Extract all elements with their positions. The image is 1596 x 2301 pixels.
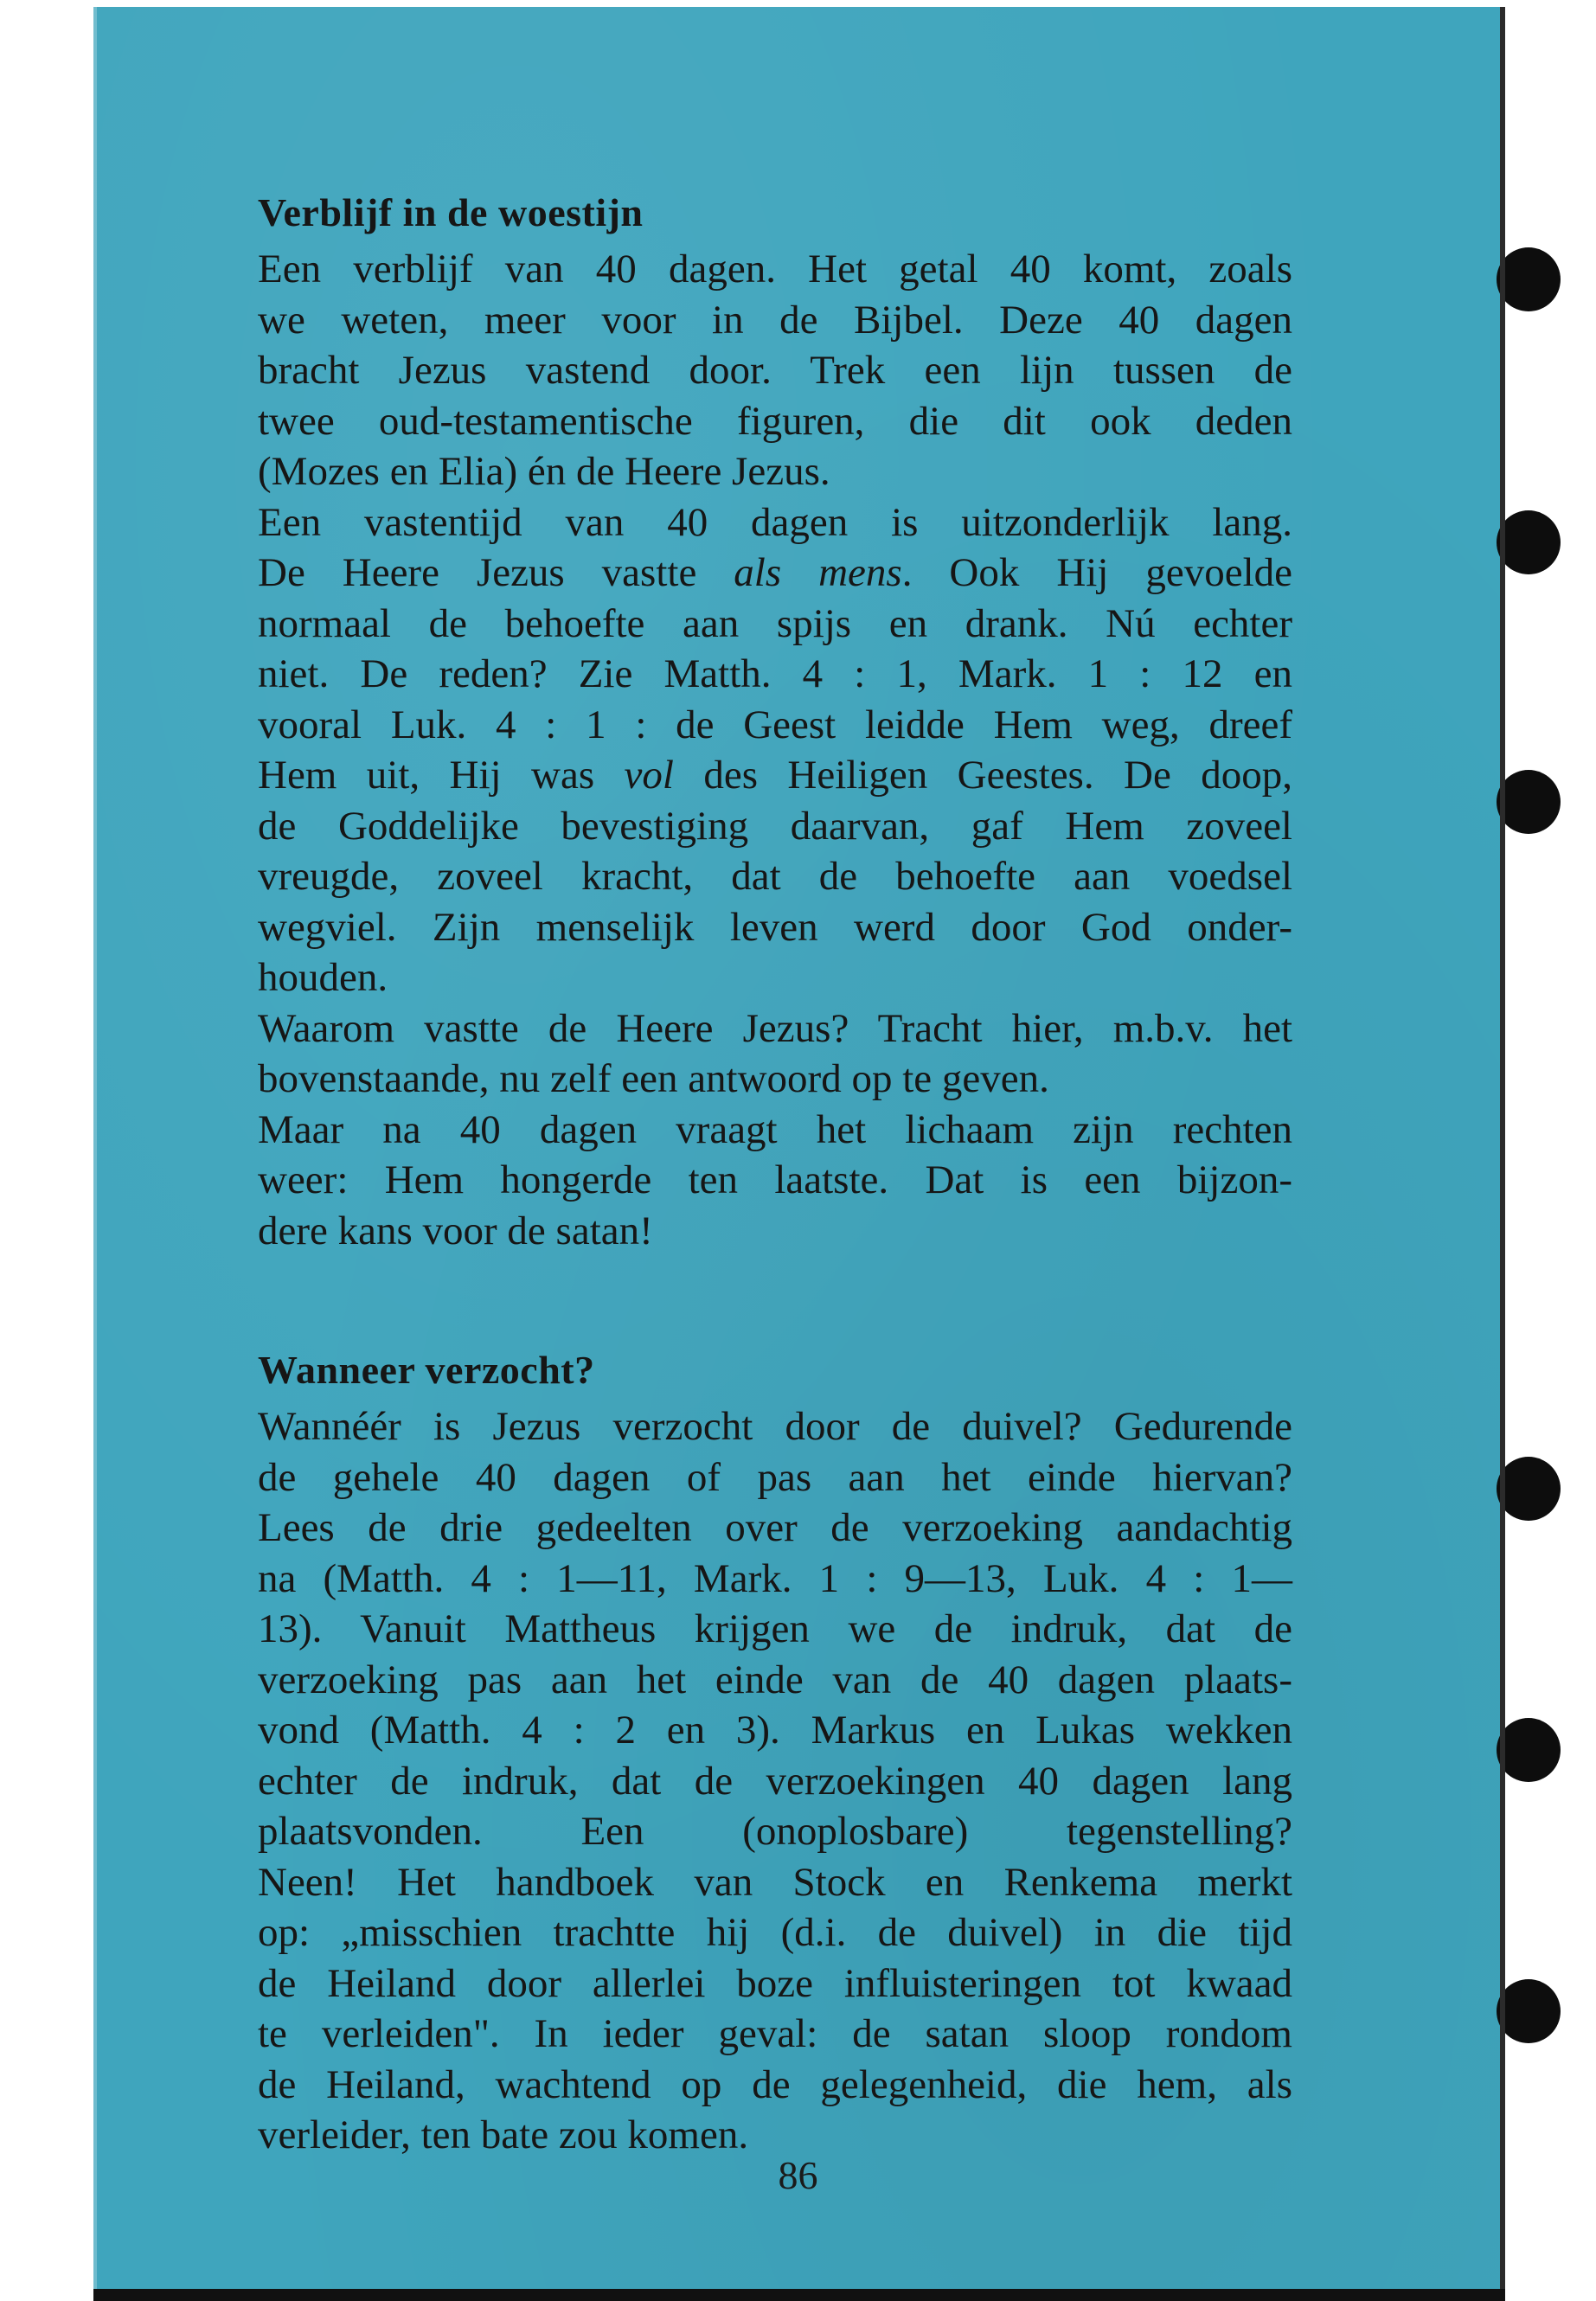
text-line: de gehele 40 dagen of pas aan het einde hiervan? [258,1454,1292,1500]
text-line: vreugde, zoveel kracht, dat de behoefte aan voedsel [258,854,1292,899]
page-content [258,182,1292,2161]
text-line: te verleiden". In ieder geval: de satan sloop rondom [258,2011,1292,2056]
text-line: Lees de drie gedeelten over de verzoeking aandachtig [258,1505,1292,1550]
punch-hole-6 [1497,1979,1561,2043]
paragraph-block [258,244,1292,1256]
text-line: bovenstaande, nu zelf een antwoord op te geven. [258,1056,1049,1101]
section-heading: Verblijf in de woestijn [258,190,644,234]
text-line: niet. De reden? Zie Matth. 4 : 1, Mark. 1 : 12 en [258,651,1292,696]
paragraph-block [258,1401,1292,2161]
text-line: vond (Matth. 4 : 2 en 3). Markus en Lukas wekken [258,1708,1292,1753]
punch-hole-3 [1497,770,1561,834]
italic-emphasis: als mens [734,550,902,595]
section-wanneer [258,1339,1292,2161]
text-line: op: „misschien trachtte hij (d.i. de duivel) in die tijd [258,1910,1292,1955]
text-line: twee oud-testamentische figuren, die dit ook deden [258,398,1292,444]
text-line: dere kans voor de satan! [258,1208,653,1253]
text-line: Wannéér is Jezus verzocht door de duivel? Gedurende [258,1404,1292,1449]
text-line: Maar na 40 dagen vraagt het lichaam zijn rechten [258,1106,1292,1152]
text-line: 13). Vanuit Mattheus krijgen we de indruk, dat de [258,1606,1292,1651]
text-line: wegviel. Zijn menselijk leven werd door God onder- [258,904,1292,950]
punch-hole-1 [1497,247,1561,311]
text-line: normaal de behoefte aan spijs en drank. Nú echter [258,600,1292,646]
text-line: De Heere Jezus vastte als mens. Ook Hij gevoelde [258,550,1292,595]
text-line: verleider, ten bate zou komen. [258,2112,749,2157]
punch-hole-5 [1497,1718,1561,1782]
punch-hole-2 [1497,510,1561,574]
text-line: de Heiland, wachtend op de gelegenheid, die hem, als [258,2061,1292,2107]
text-line: Een vastentijd van 40 dagen is uitzonderlijk lang. [258,499,1292,545]
text-line: weer: Hem hongerde ten laatste. Dat is een bijzon- [258,1157,1292,1202]
text-line: Een verblijf van 40 dagen. Het getal 40 komt, zoals [258,247,1292,292]
page-number: 86 [778,2153,818,2197]
text-line: we weten, meer voor in de Bijbel. Deze 40 dagen [258,297,1292,343]
section-verblijf [258,182,1292,1256]
text-line: (Mozes en Elia) én de Heere Jezus. [258,449,830,494]
text-line: vooral Luk. 4 : 1 : de Geest leidde Hem weg, dreef [258,702,1292,747]
text-line: de Heiland door allerlei boze influisteringen tot kwaad [258,1960,1292,2006]
section-heading: Wanneer verzocht? [258,1348,595,1392]
text-line: Hem uit, Hij was vol des Heiligen Geestes. De doop, [258,753,1292,798]
text-line: Neen! Het handboek van Stock en Renkema merkt [258,1859,1292,1905]
text-line: bracht Jezus vastend door. Trek een lijn tussen de [258,348,1292,393]
section-gap [258,1256,1292,1339]
text-line: echter de indruk, dat de verzoekingen 40 dagen lang [258,1758,1292,1804]
text-line: verzoeking pas aan het einde van de 40 dagen plaats- [258,1657,1292,1702]
text-line: na (Matth. 4 : 1—11, Mark. 1 : 9—13, Luk. 4 : 1— [258,1555,1292,1601]
text-line: de Goddelijke bevestiging daarvan, gaf Hem zoveel [258,803,1292,849]
page-bottom-edge [93,2289,1505,2301]
punch-hole-4 [1497,1457,1561,1521]
text-line: Waarom vastte de Heere Jezus? Tracht hier, m.b.v. het [258,1005,1292,1051]
text-line: plaatsvonden. Een (onoplosbare) tegenstelling? [258,1809,1292,1854]
italic-emphasis: vol [624,753,674,798]
text-line: houden. [258,955,388,1000]
